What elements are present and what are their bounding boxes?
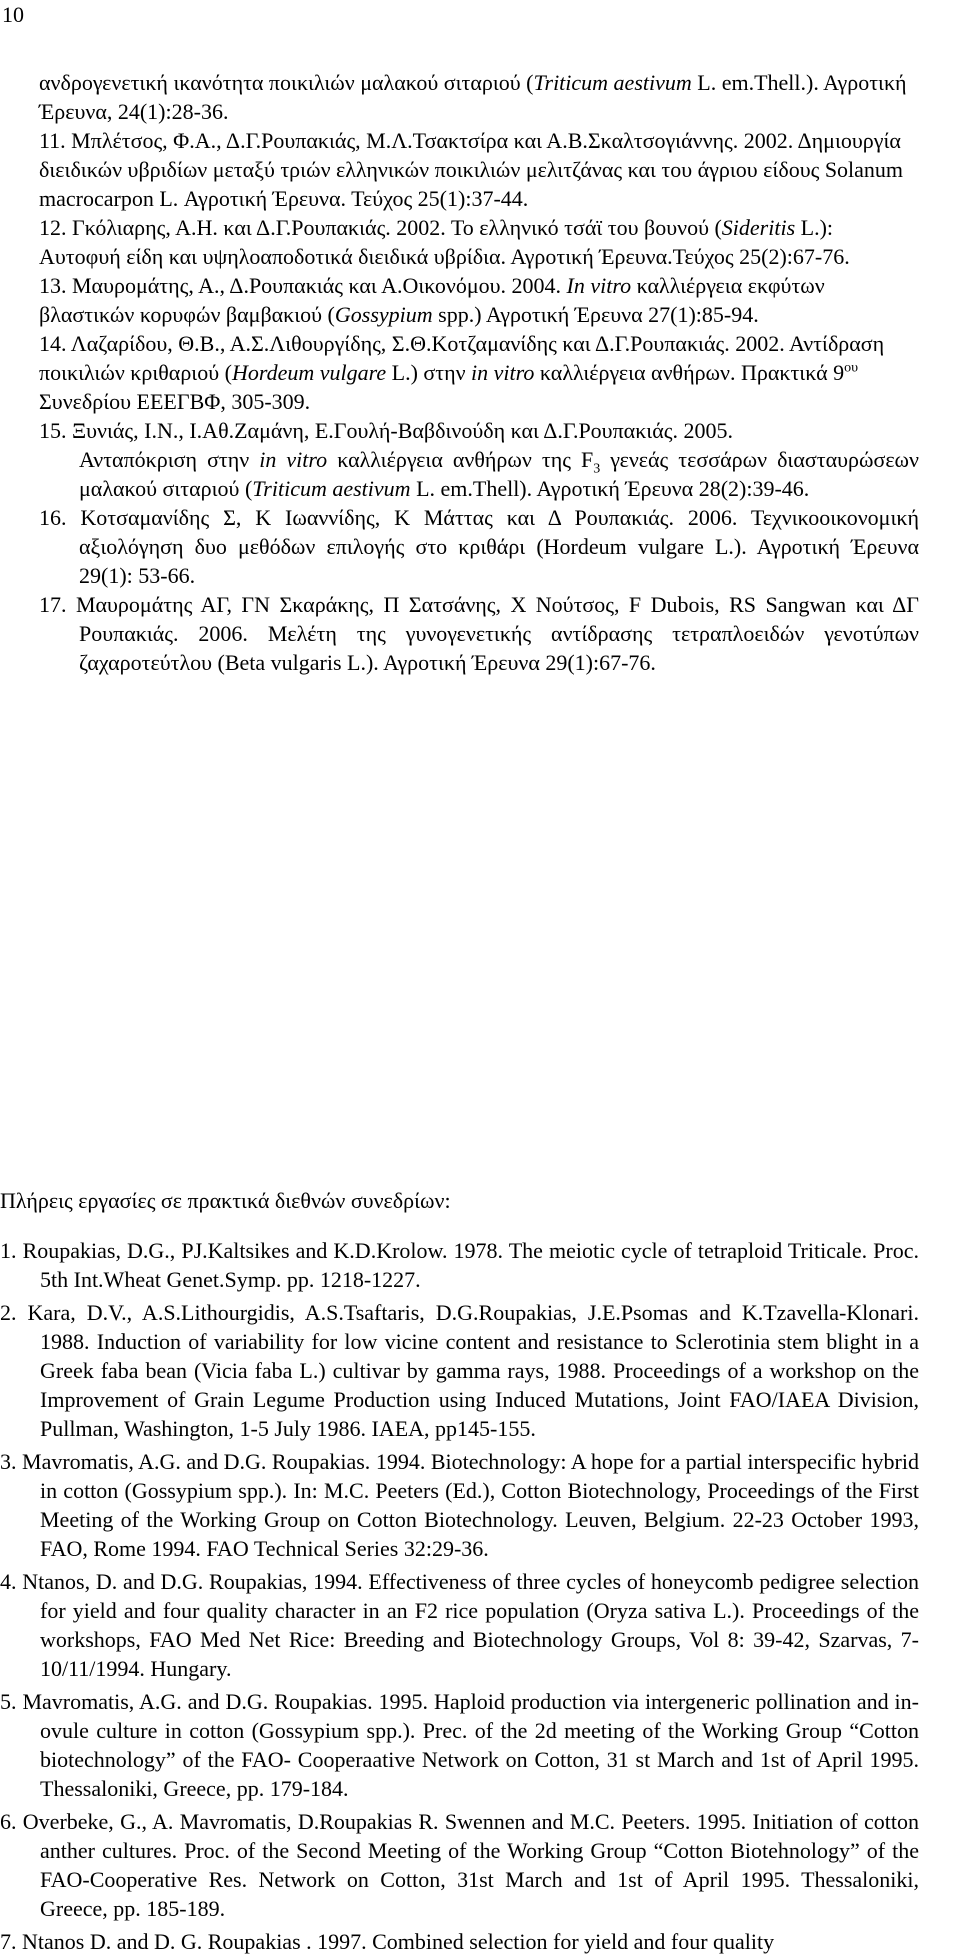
reference-16: 16. Κοτσαμανίδης Σ, Κ Ιωαννίδης, Κ Μάττας και Δ Ρουπακιάς. 2006. Τεχνικοοικονομική αξιολόγηση δυο μεθόδων επιλογής στο κριθάρι (Hordeum vulgare L.). Αγροτική Έρευνα 29(1): 53-66. bbox=[39, 505, 919, 588]
conference-section-heading: Πλήρεις εργασίες σε πρακτικά διεθνών συνεδρίων: bbox=[0, 1188, 451, 1213]
greek-references bbox=[39, 68, 919, 677]
conference-references bbox=[0, 1236, 919, 1956]
page-number: 10 bbox=[2, 2, 24, 27]
reference-17: 17. Μαυρομάτης ΑΓ, ΓΝ Σκαράκης, Π Σατσάνης, Χ Νούτσος, F Dubois, RS Sangwan και ΔΓ Ρουπακιάς. 2006. Μελέτη της γυνογενετικής αντίδρασης τετραπλοειδών γενοτύπων ζαχαροτεύτλου (Beta vulgaris L.). Αγροτική Έρευνα 29(1):67-76. bbox=[39, 592, 919, 675]
conference-reference-3: 3. Mavromatis, A.G. and D.G. Roupakias. 1994. Biotechnology: A hope for a partial interspecific hybrid in cotton (Gossypium spp.). In: M.C. Peeters (Ed.), Cotton Biotechnology, Proceedings of the First Meeting of the Working Group on Cotton Biotechnology. Leuven, Belgium. 22-23 October 1993, FAO, Rome 1994. FAO Technical Series 32:29-36. bbox=[0, 1449, 919, 1561]
conference-reference-4: 4. Ntanos, D. and D.G. Roupakias, 1994. Effectiveness of three cycles of honeycomb pedigree selection for yield and four quality character in an F2 rice population (Oryza sativa L.). Proceedings of the workshops, FAO Med Net Rice: Breeding and Biotechnology Groups, Vol 8: 39-42, Szarvas, 7-10/11/1994. Hungary. bbox=[0, 1569, 919, 1681]
conference-reference-6: 6. Overbeke, G., A. Mavromatis, D.Roupakias R. Swennen and M.C. Peeters. 1995. Initiation of cotton anther cultures. Proc. of the Second Meeting of the Working Group “Cotton Biotehnology” of the FAO-Cooperative Res. Network on Cotton, 31st March and 1st of April 1995. Thessaloniki, Greece, pp. 185-189. bbox=[0, 1809, 919, 1921]
reference-12: 12. Γκόλιαρης, Α.Η. και Δ.Γ.Ρουπακιάς. 2002. Το ελληνικό τσάϊ του βουνού (Sideritis L.): Αυτοφυή είδη και υψηλοαποδοτικά διειδικά υβρίδια. Αγροτική Έρευνα.Τεύχος 25(2):67-76. bbox=[39, 215, 850, 269]
reference-14: 14. Λαζαρίδου, Θ.Β., Α.Σ.Λιθουργίδης, Σ.Θ.Κοτζαμανίδης και Δ.Γ.Ρουπακιάς. 2002. Αντίδραση ποικιλιών κριθαριού (Hordeum vulgare L.) στην in vitro καλλιέργεια ανθήρων. Πρακτικά $9^{o\upsilon}$ Συνεδρίου ΕΕΕΓΒΦ, 305-309. bbox=[39, 331, 885, 414]
reference-11: 11. Μπλέτσος, Φ.Α., Δ.Γ.Ρουπακιάς, Μ.Λ.Τσακτσίρα και Α.Β.Σκαλτσογιάννης. 2002. Δημιουργία διειδικών υβριδίων μεταξύ τριών ελληνικών ποικιλιών μελιτζάνας και του άγριου είδους Solanum macrocarpon L. Αγροτική Έρευνα. Τεύχος 25(1):37-44. bbox=[39, 128, 904, 211]
conference-reference-5: 5. Mavromatis, A.G. and D.G. Roupakias. 1995. Haploid production via intergeneric pollination and in-ovule culture in cotton (Gossypium spp.). Prec. of the 2d meeting of the Working Group “Cotton biotechnology” of the FAO- Cooperaative Network on Cotton, 31 st March and 1st of April 1995. Thessaloniki, Greece, pp. 179-184. bbox=[0, 1689, 919, 1801]
reference-13: 13. Μαυρομάτης, Α., Δ.Ρουπακιάς και Α.Οικονόμου. 2004. In vitro καλλιέργεια εκφύτων βλαστικών κορυφών βαμβακιού (Gossypium spp.) Αγροτική Έρευνα 27(1):85-94. bbox=[39, 273, 825, 327]
reference-15: 15. Ξυνιάς, Ι.Ν., Ι.Αθ.Ζαμάνη, Ε.Γουλή-Βαβδινούδη και Δ.Γ.Ρουπακιάς. 2005. Ανταπόκριση στην in vitro καλλιέργεια ανθήρων της $F_3$ γενεάς τεσσάρων διασταυρώσεων μαλακού σιταριού (Triticum aestivum L. em.Thell). Αγροτική Έρευνα 28(2):39-46. bbox=[39, 418, 919, 501]
conference-reference-2: 2. Kara, D.V., A.S.Lithourgidis, A.S.Tsaftaris, D.G.Roupakias, J.E.Psomas and K.Tzavella-Klonari. 1988. Induction of variability for low vicine content and resistance to Sclerotinia stem blight in a Greek faba bean (Vicia faba L.) cultivar by gamma rays, 1988. Proceedings of a workshop on the Improvement of Grain Legume Production using Induced Mutations, Joint FAO/IAEA Division, Pullman, Washington, 1-5 July 1986. IAEA, pp145-155. bbox=[0, 1300, 919, 1441]
conference-reference-7: 7. Ntanos D. and D. G. Roupakias . 1997. Combined selection for yield and four quality bbox=[0, 1929, 775, 1954]
conference-reference-1: 1. Roupakias, D.G., PJ.Kaltsikes and K.D.Krolow. 1978. The meiotic cycle of tetraploid Triticale. Proc. 5th Int.Wheat Genet.Symp. pp. 1218-1227. bbox=[0, 1238, 919, 1292]
reference-10-continued: ανδρογενετική ικανότητα ποικιλιών μαλακού σιταριού (Triticum aestivum L. em.Thell.). Αγροτική Έρευνα, 24(1):28-36. bbox=[39, 70, 907, 124]
